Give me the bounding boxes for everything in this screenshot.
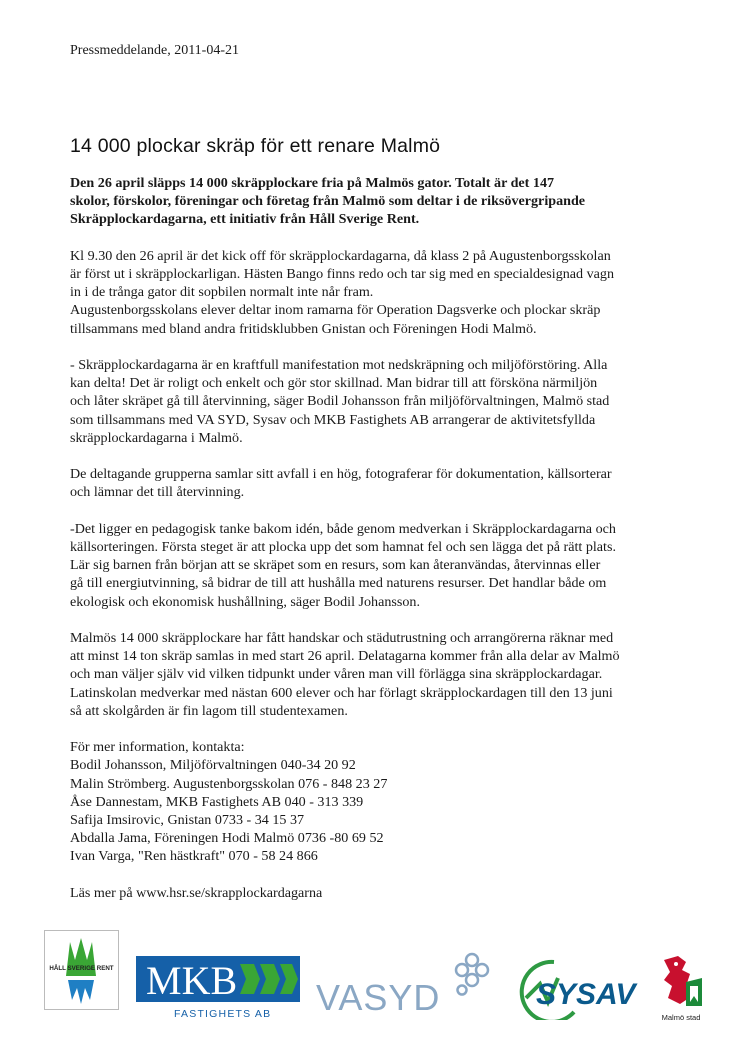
text-line: Den 26 april släpps 14 000 skräpplockare fria på Malmös gator. Totalt är det 147: [70, 175, 555, 191]
text-line: Ivan Varga, "Ren hästkraft" 070 - 58 24 866: [70, 848, 318, 865]
mkb-logo: [136, 956, 300, 1022]
text-line: och man väljer själv vid vilken tidpunkt under våren man vill förlägga sina skräpplockardagar.: [70, 666, 603, 683]
text-line: in i de trånga gator dit sopbilen normalt inte når fram.: [70, 284, 374, 301]
text-line: och lämnar det till återvinning.: [70, 484, 245, 501]
text-line: Augustenborgsskolans elever deltar inom ramarna för Operation Dagsverke och plockar skräp: [70, 302, 601, 319]
paragraph: [70, 884, 680, 902]
malmo-logo-text: Malmö stad: [661, 1013, 701, 1022]
text-line: Läs mer på www.hsr.se/skrapplockardagarna: [70, 884, 323, 901]
text-line: För mer information, kontakta:: [70, 739, 245, 756]
paragraph: [70, 629, 680, 720]
paragraph: [70, 247, 680, 338]
mkb-arrows: [240, 964, 298, 994]
text-line: Åse Dannestam, MKB Fastighets AB 040 - 313 339: [70, 793, 364, 810]
text-line: Kl 9.30 den 26 april är det kick off för skräpplockardagarna, då klass 2 på Augustenborgsskolan: [70, 247, 611, 264]
text-line: De deltagande grupperna samlar sitt avfall i en hög, fotograferar för dokumentation, källsorterar: [70, 466, 612, 483]
text-line: tillsammans med bland andra fritidsklubben Gnistan och Föreningen Hodi Malmö.: [70, 320, 537, 337]
hsr-logo-text: HÅLL SVERIGE RENT: [49, 965, 114, 972]
headline: 14 000 plockar skräp för ett renare Malmö: [70, 135, 441, 157]
hall-sverige-rent-logo: [44, 930, 119, 1010]
body-text: [70, 174, 680, 920]
text-line: att minst 14 ton skräp samlas in med start 26 april. Delatagarna kommer från alla delar av Malmö: [70, 648, 620, 665]
paragraph: [70, 465, 680, 501]
paragraph: [70, 174, 680, 229]
text-line: ekologisk och ekonomisk hushållning, säger Bodil Johansson.: [70, 593, 420, 610]
text-line: och låter skräpet gå till återvinning, säger Bodil Johansson från miljöförvaltningen, Malmö stad: [70, 393, 610, 410]
text-line: Malmös 14 000 skräpplockare har fått handskar och städutrustning och arrangörerna räknar med: [70, 630, 614, 646]
text-line: - Skräpplockardagarna är en kraftfull manifestation mot nedskräpning och miljöförstöring. Alla: [70, 357, 608, 373]
vasyd-logo: [314, 950, 496, 1016]
text-line: Malin Strömberg. Augustenborgsskolan 076 - 848 23 27: [70, 775, 388, 792]
mkb-logo-text: MKB: [146, 958, 238, 1003]
dateline: Pressmeddelande, 2011-04-21: [70, 43, 239, 58]
text-line: källsorteringen. Första steget är att plocka upp det som hamnat fel och sen lägga det på rätt plats.: [70, 539, 616, 555]
text-line: Bodil Johansson, Miljöförvaltningen 040-34 20 92: [70, 757, 356, 774]
text-line: kan delta! Det är roligt och enkelt och gör stor skillnad. Man bidrar till att försköna närmiljön: [70, 375, 598, 392]
paragraph: [70, 356, 680, 447]
text-line: Safija Imsirovic, Gnistan 0733 - 34 15 37: [70, 812, 305, 829]
partner-logos: [0, 920, 746, 1030]
text-line: gå till energiutvinning, så bidrar de till att hushålla med naturens resurser. Det handlar både om: [70, 575, 607, 592]
vasyd-logo-text: VASYD: [316, 977, 441, 1016]
text-line: Abdalla Jama, Föreningen Hodi Malmö 0736 -80 69 52: [70, 830, 384, 847]
malmo-griffin-icon: [664, 956, 702, 1006]
text-line: så att skolgården är fin lagom till studentexamen.: [70, 702, 348, 719]
text-line: skolor, förskolor, föreningar och företag från Malmö som deltar i de riksövergripande: [70, 193, 586, 210]
text-line: som tillsammans med VA SYD, Sysav och MKB Fastighets AB arrangerar de aktivitetsfyllda: [70, 411, 596, 428]
sysav-logo-text: SYSAV: [536, 978, 636, 1011]
malmo-stad-logo: [656, 952, 706, 1024]
paragraph: [70, 738, 680, 865]
mkb-logo-subtext: FASTIGHETS AB: [174, 1008, 272, 1020]
text-line: Skräpplockardagarna, ett initiativ från Håll Sverige Rent.: [70, 211, 420, 228]
text-line: Latinskolan medverkar med nästan 600 elever och har förlagt skräpplockardagen till den 13 juni: [70, 684, 613, 701]
text-line: är först ut i skräpplockarligan. Hästen Bango finns redo och tar sig med en specialdesignad vagn: [70, 266, 615, 282]
vasyd-drops-icon: [456, 954, 488, 995]
text-line: -Det ligger en pedagogisk tanke bakom idén, både genom medverkan i Skräpplockardagarna och: [70, 520, 616, 537]
text-line: skräpplockardagarna i Malmö.: [70, 429, 243, 446]
text-line: Lär sig barnen från början att se skräpet som en resurs, som kan återanvändas, återvinnas eller: [70, 557, 601, 574]
sysav-logo: [514, 954, 646, 1020]
paragraph: [70, 520, 680, 611]
